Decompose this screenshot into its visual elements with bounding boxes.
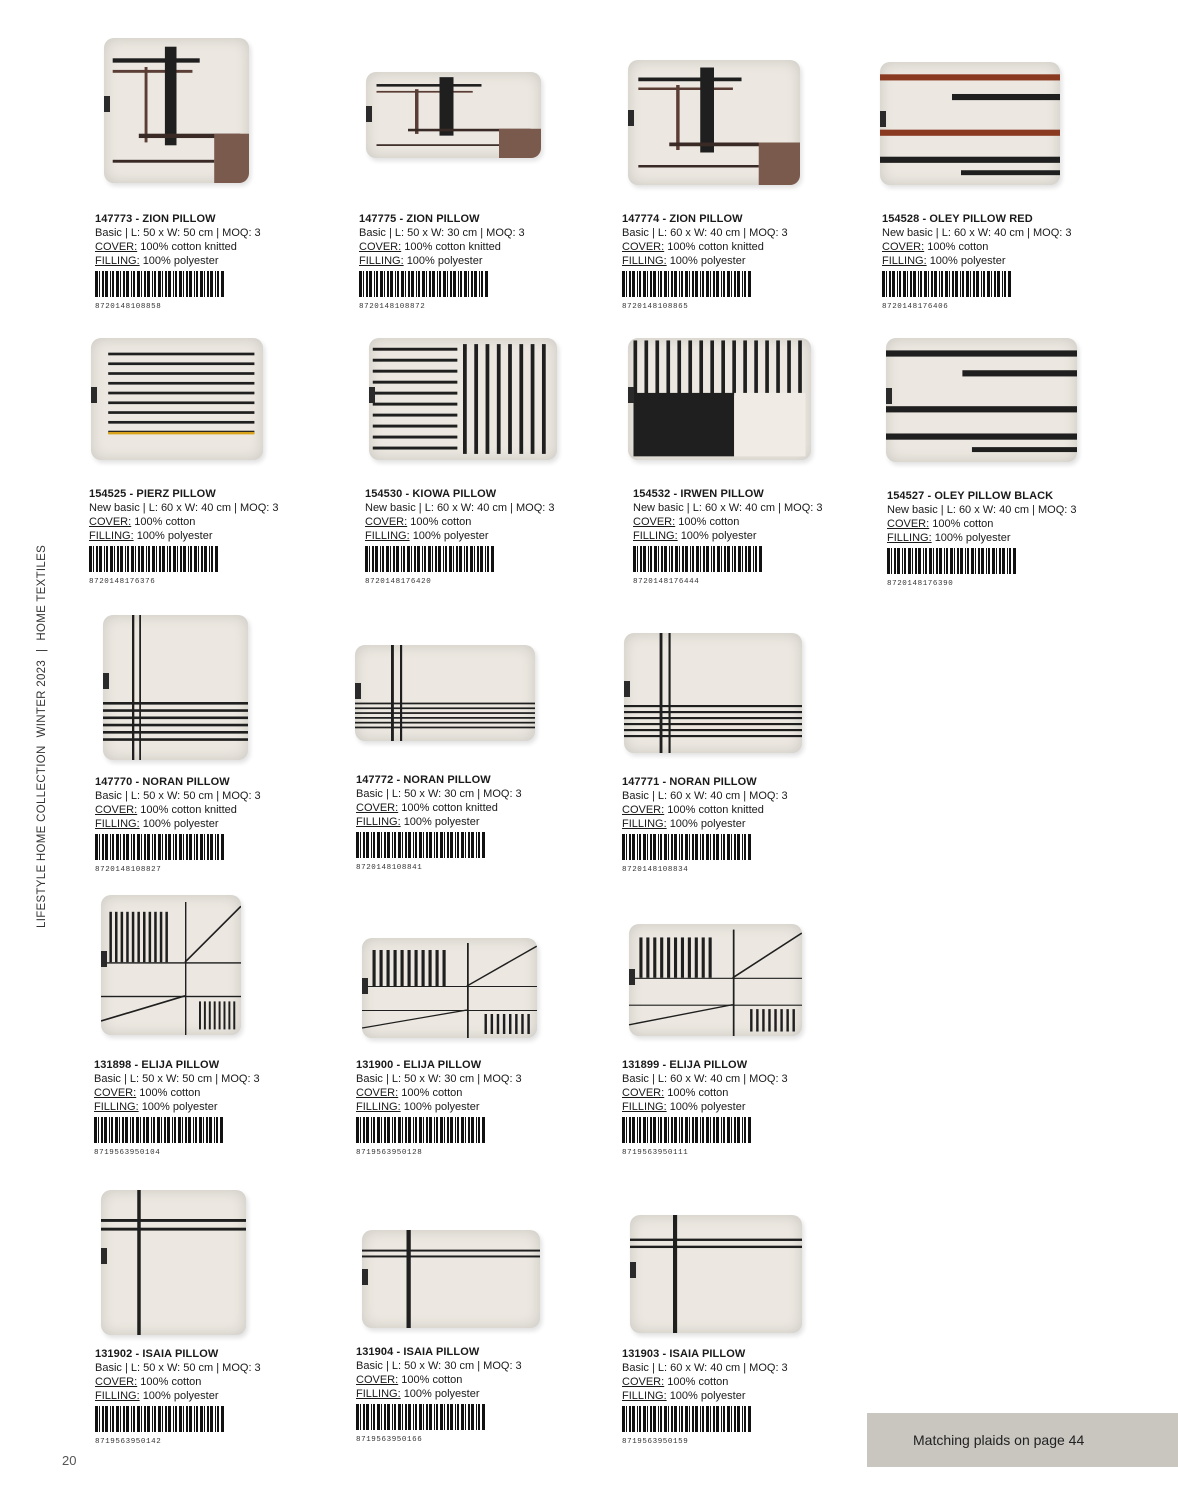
cover-label: COVER: bbox=[622, 1376, 665, 1388]
label-tag bbox=[630, 1262, 636, 1278]
cover-label: COVER: bbox=[94, 1087, 137, 1099]
filling-value: 100% polyester bbox=[669, 818, 746, 830]
ean-code: 8720148108865 bbox=[622, 303, 689, 311]
filling-label: FILLING: bbox=[94, 1101, 139, 1113]
pillow-pattern bbox=[369, 338, 557, 460]
cover-label: COVER: bbox=[356, 802, 399, 814]
pillow-pattern bbox=[355, 645, 535, 741]
filling-value: 100% polyester bbox=[403, 1388, 480, 1400]
product-info bbox=[622, 212, 852, 314]
cover-label: COVER: bbox=[95, 804, 138, 816]
pillow-pattern bbox=[104, 38, 249, 183]
pillow-image bbox=[366, 72, 541, 158]
page-number: 20 bbox=[62, 1453, 77, 1468]
cover-value: 100% cotton knitted bbox=[140, 804, 237, 816]
product-spec: New basic | L: 60 x W: 40 cm | MOQ: 3 bbox=[633, 502, 823, 514]
pillow-image bbox=[628, 338, 811, 460]
ean-code: 8719563950104 bbox=[94, 1149, 161, 1157]
cover-value: 100% cotton bbox=[140, 1376, 202, 1388]
barcode bbox=[356, 832, 486, 858]
category-label: HOME TEXTILES bbox=[36, 544, 48, 641]
product-spec: New basic | L: 60 x W: 40 cm | MOQ: 3 bbox=[882, 227, 1072, 239]
ean-code: 8720148108841 bbox=[356, 864, 423, 872]
cover-label: COVER: bbox=[622, 804, 665, 816]
label-tag bbox=[628, 110, 634, 126]
pillow-image bbox=[104, 38, 249, 183]
label-tag bbox=[886, 388, 892, 404]
product-spec: Basic | L: 60 x W: 40 cm | MOQ: 3 bbox=[622, 1073, 788, 1085]
ean-code: 8719563950111 bbox=[622, 1149, 689, 1157]
cover-value: 100% cotton knitted bbox=[667, 241, 764, 253]
product-info bbox=[94, 1058, 324, 1160]
pillow-image bbox=[628, 60, 800, 185]
cover-value: 100% cotton bbox=[667, 1087, 729, 1099]
ean-code: 8720148176444 bbox=[633, 578, 700, 586]
barcode bbox=[887, 548, 1017, 574]
product-spec: Basic | L: 50 x W: 30 cm | MOQ: 3 bbox=[359, 227, 525, 239]
product-spec: Basic | L: 60 x W: 40 cm | MOQ: 3 bbox=[622, 227, 788, 239]
filling-value: 100% polyester bbox=[669, 255, 746, 267]
product-info bbox=[356, 1058, 586, 1160]
product-title: 147772 - NORAN PILLOW bbox=[356, 774, 491, 786]
label-tag bbox=[101, 1248, 107, 1264]
product-title: 147775 - ZION PILLOW bbox=[359, 213, 480, 225]
pillow-image bbox=[362, 1230, 540, 1328]
ean-code: 8720148108858 bbox=[95, 303, 162, 311]
pillow-pattern bbox=[366, 72, 541, 158]
pillow-pattern bbox=[101, 895, 241, 1035]
label-tag bbox=[362, 978, 368, 994]
pillow-pattern bbox=[628, 338, 811, 460]
cover-value: 100% cotton bbox=[678, 516, 740, 528]
product-info bbox=[89, 487, 319, 589]
cover-label: COVER: bbox=[365, 516, 408, 528]
cover-label: COVER: bbox=[95, 241, 138, 253]
filling-value: 100% polyester bbox=[136, 530, 213, 542]
product-info bbox=[356, 773, 586, 875]
filling-value: 100% polyester bbox=[141, 1101, 218, 1113]
product-spec: Basic | L: 60 x W: 40 cm | MOQ: 3 bbox=[622, 790, 788, 802]
cover-label: COVER: bbox=[95, 1376, 138, 1388]
filling-label: FILLING: bbox=[359, 255, 404, 267]
product-title: 131902 - ISAIA PILLOW bbox=[95, 1348, 219, 1360]
filling-label: FILLING: bbox=[95, 1390, 140, 1402]
filling-value: 100% polyester bbox=[680, 530, 757, 542]
cover-value: 100% cotton bbox=[932, 518, 994, 530]
barcode bbox=[89, 546, 219, 572]
cover-value: 100% cotton bbox=[401, 1087, 463, 1099]
label-tag bbox=[624, 681, 630, 697]
cover-label: COVER: bbox=[887, 518, 930, 530]
filling-label: FILLING: bbox=[365, 530, 410, 542]
label-tag bbox=[880, 111, 886, 127]
label-tag bbox=[355, 683, 361, 699]
filling-label: FILLING: bbox=[622, 1101, 667, 1113]
product-spec: Basic | L: 50 x W: 50 cm | MOQ: 3 bbox=[95, 227, 261, 239]
product-title: 147774 - ZION PILLOW bbox=[622, 213, 743, 225]
product-info bbox=[359, 212, 589, 314]
sidebar-caption bbox=[34, 544, 50, 928]
product-title: 147770 - NORAN PILLOW bbox=[95, 776, 230, 788]
filling-label: FILLING: bbox=[882, 255, 927, 267]
filling-label: FILLING: bbox=[356, 816, 401, 828]
label-tag bbox=[91, 387, 97, 403]
cover-value: 100% cotton bbox=[927, 241, 989, 253]
filling-value: 100% polyester bbox=[929, 255, 1006, 267]
pillow-pattern bbox=[624, 633, 802, 753]
product-title: 147773 - ZION PILLOW bbox=[95, 213, 216, 225]
pillow-image bbox=[880, 62, 1060, 185]
barcode bbox=[882, 271, 1012, 297]
product-info bbox=[882, 212, 1112, 314]
label-tag bbox=[369, 387, 375, 403]
cover-label: COVER: bbox=[356, 1374, 399, 1386]
product-spec: New basic | L: 60 x W: 40 cm | MOQ: 3 bbox=[89, 502, 279, 514]
ean-code: 8720148176406 bbox=[882, 303, 949, 311]
product-spec: Basic | L: 50 x W: 30 cm | MOQ: 3 bbox=[356, 1073, 522, 1085]
pillow-pattern bbox=[362, 938, 537, 1038]
sidebar-separator: | bbox=[36, 648, 48, 652]
product-title: 131898 - ELIJA PILLOW bbox=[94, 1059, 220, 1071]
filling-value: 100% polyester bbox=[406, 255, 483, 267]
barcode bbox=[622, 834, 752, 860]
product-spec: Basic | L: 50 x W: 30 cm | MOQ: 3 bbox=[356, 1360, 522, 1372]
pillow-pattern bbox=[629, 924, 802, 1036]
label-tag bbox=[628, 387, 634, 403]
filling-label: FILLING: bbox=[622, 1390, 667, 1402]
cover-label: COVER: bbox=[882, 241, 925, 253]
product-info bbox=[95, 1347, 325, 1449]
product-title: 131899 - ELIJA PILLOW bbox=[622, 1059, 748, 1071]
ean-code: 8720148176420 bbox=[365, 578, 432, 586]
barcode bbox=[622, 1406, 752, 1432]
pillow-pattern bbox=[886, 338, 1077, 462]
ean-code: 8720148176390 bbox=[887, 580, 954, 588]
product-info bbox=[95, 775, 325, 877]
pillow-image bbox=[362, 938, 537, 1038]
filling-label: FILLING: bbox=[622, 818, 667, 830]
pillow-pattern bbox=[628, 60, 800, 185]
product-info bbox=[622, 1058, 852, 1160]
filling-label: FILLING: bbox=[622, 255, 667, 267]
pillow-image bbox=[630, 1215, 802, 1333]
pillow-image bbox=[369, 338, 557, 460]
filling-value: 100% polyester bbox=[403, 816, 480, 828]
ean-code: 8720148108872 bbox=[359, 303, 426, 311]
product-info bbox=[622, 775, 852, 877]
barcode bbox=[622, 271, 752, 297]
pillow-pattern bbox=[101, 1190, 246, 1335]
label-tag bbox=[366, 106, 372, 122]
plaids-note bbox=[867, 1413, 1178, 1467]
barcode bbox=[365, 546, 495, 572]
filling-value: 100% polyester bbox=[142, 255, 219, 267]
pillow-image bbox=[101, 895, 241, 1035]
filling-label: FILLING: bbox=[95, 818, 140, 830]
product-title: 131904 - ISAIA PILLOW bbox=[356, 1346, 480, 1358]
filling-label: FILLING: bbox=[356, 1101, 401, 1113]
ean-code: 8719563950159 bbox=[622, 1438, 689, 1446]
filling-label: FILLING: bbox=[356, 1388, 401, 1400]
product-info bbox=[365, 487, 595, 589]
cover-value: 100% cotton knitted bbox=[667, 804, 764, 816]
barcode bbox=[356, 1117, 486, 1143]
barcode bbox=[359, 271, 489, 297]
cover-value: 100% cotton bbox=[134, 516, 196, 528]
product-title: 154527 - OLEY PILLOW BLACK bbox=[887, 490, 1054, 502]
season-label: WINTER 2023 bbox=[36, 659, 48, 738]
cover-label: COVER: bbox=[622, 241, 665, 253]
cover-value: 100% cotton knitted bbox=[404, 241, 501, 253]
label-tag bbox=[104, 96, 110, 112]
cover-value: 100% cotton knitted bbox=[140, 241, 237, 253]
ean-code: 8719563950142 bbox=[95, 1438, 162, 1446]
filling-label: FILLING: bbox=[887, 532, 932, 544]
plaids-note-text: Matching plaids on page 44 bbox=[913, 1432, 1085, 1448]
pillow-image bbox=[624, 633, 802, 753]
product-spec: New basic | L: 60 x W: 40 cm | MOQ: 3 bbox=[887, 504, 1077, 516]
pillow-image bbox=[101, 1190, 246, 1335]
filling-label: FILLING: bbox=[633, 530, 678, 542]
product-title: 154528 - OLEY PILLOW RED bbox=[882, 213, 1033, 225]
product-title: 154525 - PIERZ PILLOW bbox=[89, 488, 216, 500]
product-title: 131900 - ELIJA PILLOW bbox=[356, 1059, 482, 1071]
cover-value: 100% cotton knitted bbox=[401, 802, 498, 814]
cover-value: 100% cotton bbox=[401, 1374, 463, 1386]
label-tag bbox=[629, 969, 635, 985]
product-info bbox=[633, 487, 863, 589]
cover-value: 100% cotton bbox=[667, 1376, 729, 1388]
barcode bbox=[94, 1117, 224, 1143]
barcode bbox=[633, 546, 763, 572]
filling-value: 100% polyester bbox=[669, 1390, 746, 1402]
cover-label: COVER: bbox=[633, 516, 676, 528]
barcode bbox=[356, 1404, 486, 1430]
filling-value: 100% polyester bbox=[403, 1101, 480, 1113]
ean-code: 8720148108827 bbox=[95, 866, 162, 874]
cover-value: 100% cotton bbox=[139, 1087, 201, 1099]
label-tag bbox=[101, 951, 107, 967]
product-info bbox=[95, 212, 325, 314]
filling-value: 100% polyester bbox=[142, 1390, 219, 1402]
product-title: 147771 - NORAN PILLOW bbox=[622, 776, 757, 788]
product-title: 154530 - KIOWA PILLOW bbox=[365, 488, 497, 500]
cover-value: 100% cotton bbox=[410, 516, 472, 528]
collection-label: LIFESTYLE HOME COLLECTION bbox=[36, 745, 48, 928]
ean-code: 8719563950128 bbox=[356, 1149, 423, 1157]
product-spec: Basic | L: 60 x W: 40 cm | MOQ: 3 bbox=[622, 1362, 788, 1374]
product-title: 154532 - IRWEN PILLOW bbox=[633, 488, 764, 500]
filling-label: FILLING: bbox=[89, 530, 134, 542]
cover-label: COVER: bbox=[622, 1087, 665, 1099]
barcode bbox=[622, 1117, 752, 1143]
product-info bbox=[887, 489, 1117, 591]
pillow-pattern bbox=[362, 1230, 540, 1328]
ean-code: 8720148108834 bbox=[622, 866, 689, 874]
barcode bbox=[95, 271, 225, 297]
pillow-image bbox=[629, 924, 802, 1036]
pillow-image bbox=[103, 615, 248, 760]
pillow-pattern bbox=[103, 615, 248, 760]
cover-label: COVER: bbox=[89, 516, 132, 528]
cover-label: COVER: bbox=[356, 1087, 399, 1099]
pillow-image bbox=[886, 338, 1077, 462]
product-spec: New basic | L: 60 x W: 40 cm | MOQ: 3 bbox=[365, 502, 555, 514]
product-title: 131903 - ISAIA PILLOW bbox=[622, 1348, 746, 1360]
label-tag bbox=[103, 673, 109, 689]
product-spec: Basic | L: 50 x W: 50 cm | MOQ: 3 bbox=[94, 1073, 260, 1085]
pillow-image bbox=[91, 338, 263, 460]
pillow-pattern bbox=[880, 62, 1060, 185]
filling-value: 100% polyester bbox=[934, 532, 1011, 544]
product-info bbox=[356, 1345, 586, 1447]
ean-code: 8720148176376 bbox=[89, 578, 156, 586]
barcode bbox=[95, 1406, 225, 1432]
barcode bbox=[95, 834, 225, 860]
product-info bbox=[622, 1347, 852, 1449]
label-tag bbox=[362, 1269, 368, 1285]
filling-label: FILLING: bbox=[95, 255, 140, 267]
pillow-pattern bbox=[630, 1215, 802, 1333]
filling-value: 100% polyester bbox=[142, 818, 219, 830]
filling-value: 100% polyester bbox=[412, 530, 489, 542]
product-spec: Basic | L: 50 x W: 30 cm | MOQ: 3 bbox=[356, 788, 522, 800]
product-spec: Basic | L: 50 x W: 50 cm | MOQ: 3 bbox=[95, 1362, 261, 1374]
ean-code: 8719563950166 bbox=[356, 1436, 423, 1444]
cover-label: COVER: bbox=[359, 241, 402, 253]
pillow-pattern bbox=[91, 338, 263, 460]
pillow-image bbox=[355, 645, 535, 741]
product-spec: Basic | L: 50 x W: 50 cm | MOQ: 3 bbox=[95, 790, 261, 802]
filling-value: 100% polyester bbox=[669, 1101, 746, 1113]
